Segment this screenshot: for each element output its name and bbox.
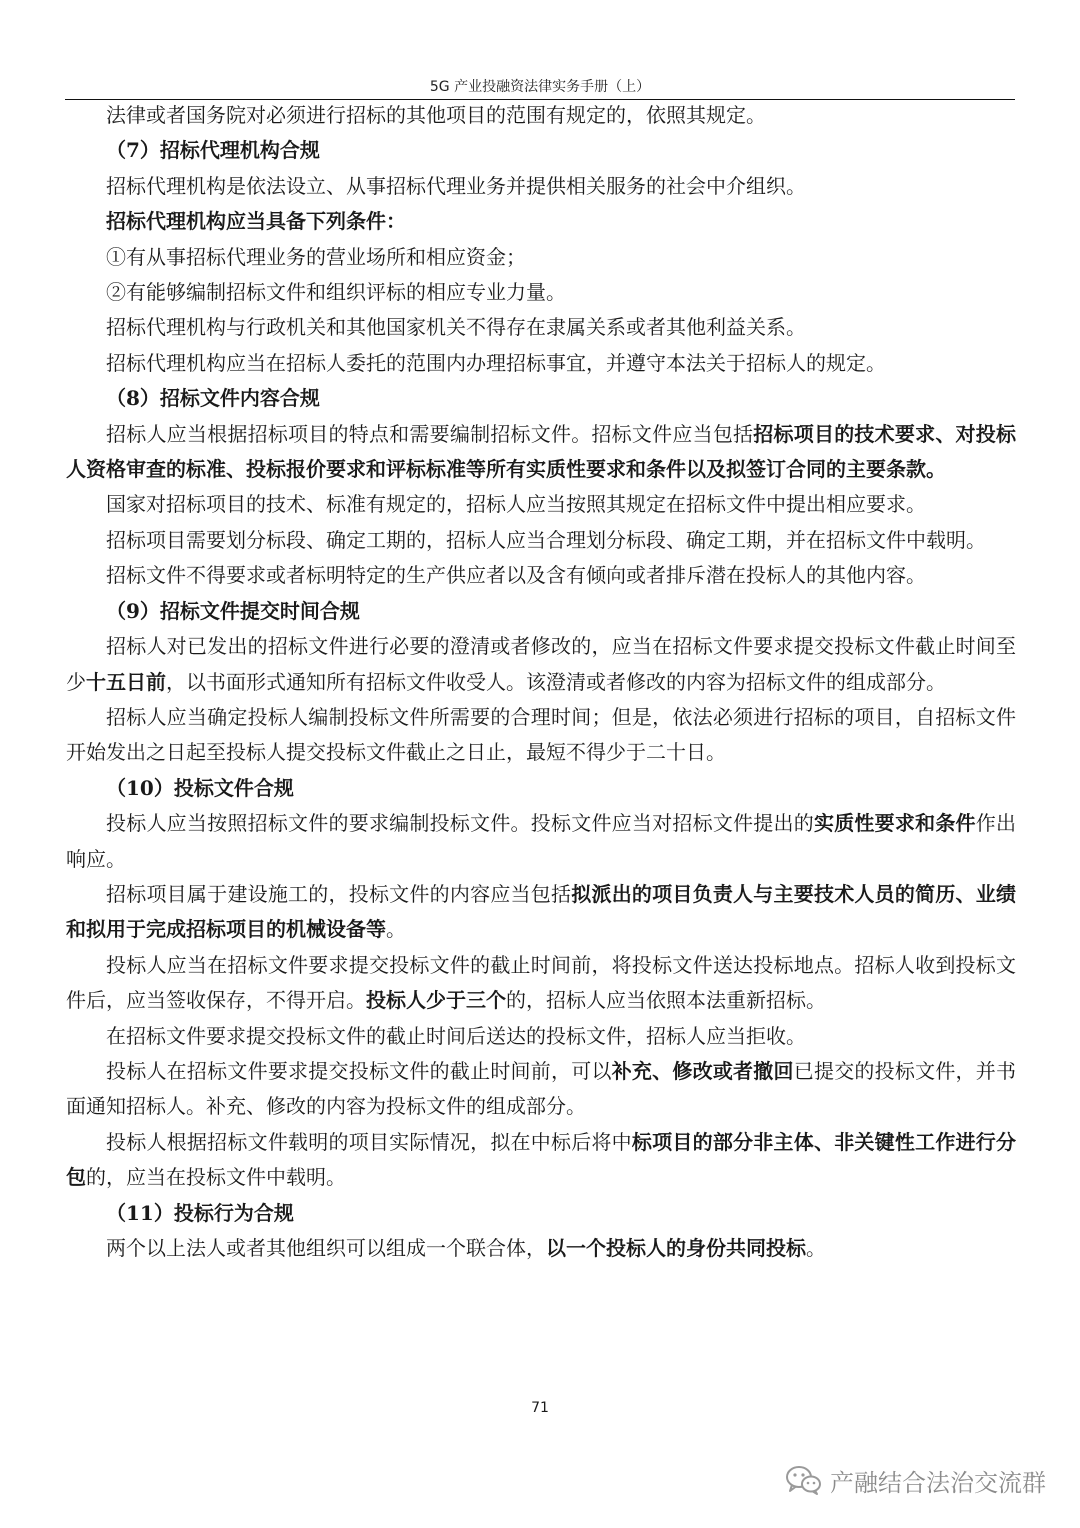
paragraph: 在招标文件要求提交投标文件的截止时间后送达的投标文件，招标人应当拒收。 bbox=[106, 1023, 806, 1048]
text-run: 投标人应当在招标文件要求提交投标文件的截止时间前，将投标文件送达投标地点。招标人收到投标文件后，应当签收保存，不得开启。 bbox=[66, 952, 1016, 1013]
paragraph bbox=[66, 806, 1016, 877]
list-item: ②有能够编制招标文件和组织评标的相应专业力量。 bbox=[106, 280, 566, 305]
emphasis-text: 投标人少于三个 bbox=[366, 988, 506, 1013]
paragraph bbox=[66, 417, 1016, 488]
text-run: 两个以上法人或者其他组织可以组成一个联合体， bbox=[106, 1236, 546, 1260]
paragraph bbox=[66, 948, 1016, 1019]
section-heading-9: （9）招标文件提交时间合规 bbox=[106, 598, 360, 623]
document-body bbox=[66, 98, 1016, 1266]
paragraph: 招标人应当确定投标人编制投标文件所需要的合理时间；但是，依法必须进行招标的项目，自招标文件开始发出之日起至投标人提交投标文件截止之日止，最短不得少于二十日。 bbox=[66, 704, 1016, 765]
section-heading-10: （10）投标文件合规 bbox=[106, 775, 294, 800]
watermark bbox=[784, 1460, 1046, 1500]
emphasis-text: 标项目的部分非主体、非关键性工作进行分包 bbox=[66, 1129, 1017, 1190]
text-run: ，以书面形式通知所有招标文件收受人。该澄清或者修改的内容为招标文件的组成部分。 bbox=[166, 669, 946, 694]
paragraph bbox=[66, 1054, 1016, 1125]
text-run: 招标人应当根据招标项目的特点和需要编制招标文件。招标文件应当包括 bbox=[106, 421, 754, 446]
paragraph bbox=[66, 629, 1016, 700]
paragraph-conditions: 招标代理机构应当具备下列条件： bbox=[106, 209, 406, 234]
paragraph: 招标项目需要划分标段、确定工期的，招标人应当合理划分标段、确定工期，并在招标文件中载明。 bbox=[106, 527, 986, 552]
text-run: 投标人根据招标文件载明的项目实际情况，拟在中标后将中 bbox=[106, 1129, 632, 1154]
paragraph bbox=[66, 877, 1016, 948]
text-run: 作出响应。 bbox=[66, 811, 1017, 871]
emphasis-text: 十五日前 bbox=[86, 669, 166, 694]
paragraph: 招标代理机构应当在招标人委托的范围内办理招标事宜，并遵守本法关于招标人的规定。 bbox=[106, 350, 886, 375]
text-run: 已提交的投标文件，并书面通知招标人。补充、修改的内容为投标文件的组成部分。 bbox=[66, 1058, 1017, 1119]
emphasis-text: 补充、修改或者撤回 bbox=[611, 1058, 794, 1083]
emphasis-text: 拟派出的项目负责人与主要技术人员的简历、业绩和拟用于完成招标项目的机械设备等 bbox=[66, 881, 1017, 942]
wechat-icon bbox=[784, 1464, 822, 1496]
text-run: 招标人对已发出的招标文件进行必要的澄清或者修改的，应当在招标文件要求提交投标文件截止时间至少 bbox=[66, 634, 1016, 694]
text-run: 投标人应当按照招标文件的要求编制投标文件。投标文件应当对招标文件提出的 bbox=[106, 811, 814, 836]
text-run: 。 bbox=[806, 1236, 826, 1260]
text-run: 。 bbox=[386, 917, 406, 942]
text-run: 的，应当在投标文件中载明。 bbox=[86, 1165, 346, 1190]
emphasis-text: 以一个投标人的身份共同投标 bbox=[546, 1236, 806, 1260]
paragraph bbox=[66, 1125, 1016, 1196]
text-run: 招标项目属于建设施工的，投标文件的内容应当包括 bbox=[106, 881, 572, 906]
list-item: ①有从事招标代理业务的营业场所和相应资金； bbox=[106, 244, 526, 269]
running-header: 5G 产业投融资法律实务手册（上） bbox=[429, 79, 651, 95]
section-heading-11: （11）投标行为合规 bbox=[106, 1200, 294, 1225]
paragraph: 招标代理机构是依法设立、从事招标代理业务并提供相关服务的社会中介组织。 bbox=[106, 173, 806, 198]
text-run: 的，招标人应当依照本法重新招标。 bbox=[506, 988, 826, 1013]
section-heading-7: （7）招标代理机构合规 bbox=[106, 138, 320, 163]
paragraph: 招标代理机构与行政机关和其他国家机关不得存在隶属关系或者其他利益关系。 bbox=[106, 315, 806, 340]
paragraph bbox=[66, 1231, 1016, 1266]
text-run: 投标人在招标文件要求提交投标文件的截止时间前，可以 bbox=[106, 1058, 612, 1083]
page-number: 71 bbox=[531, 1400, 549, 1416]
watermark-text: 产融结合法治交流群 bbox=[830, 1468, 1046, 1497]
emphasis-text: 招标项目的技术要求、对投标人资格审查的标准、投标报价要求和评标标准等所有实质性要求和条件以及拟签订合同的主要条款。 bbox=[66, 421, 1017, 482]
paragraph: 招标文件不得要求或者标明特定的生产供应者以及含有倾向或者排斥潜在投标人的其他内容。 bbox=[106, 563, 926, 588]
section-heading-8: （8）招标文件内容合规 bbox=[106, 386, 320, 411]
emphasis-text: 实质性要求和条件 bbox=[813, 811, 976, 836]
paragraph: 法律或者国务院对必须进行招标的其他项目的范围有规定的，依照其规定。 bbox=[106, 103, 766, 127]
paragraph: 国家对招标项目的技术、标准有规定的，招标人应当按照其规定在招标文件中提出相应要求。 bbox=[106, 492, 926, 517]
